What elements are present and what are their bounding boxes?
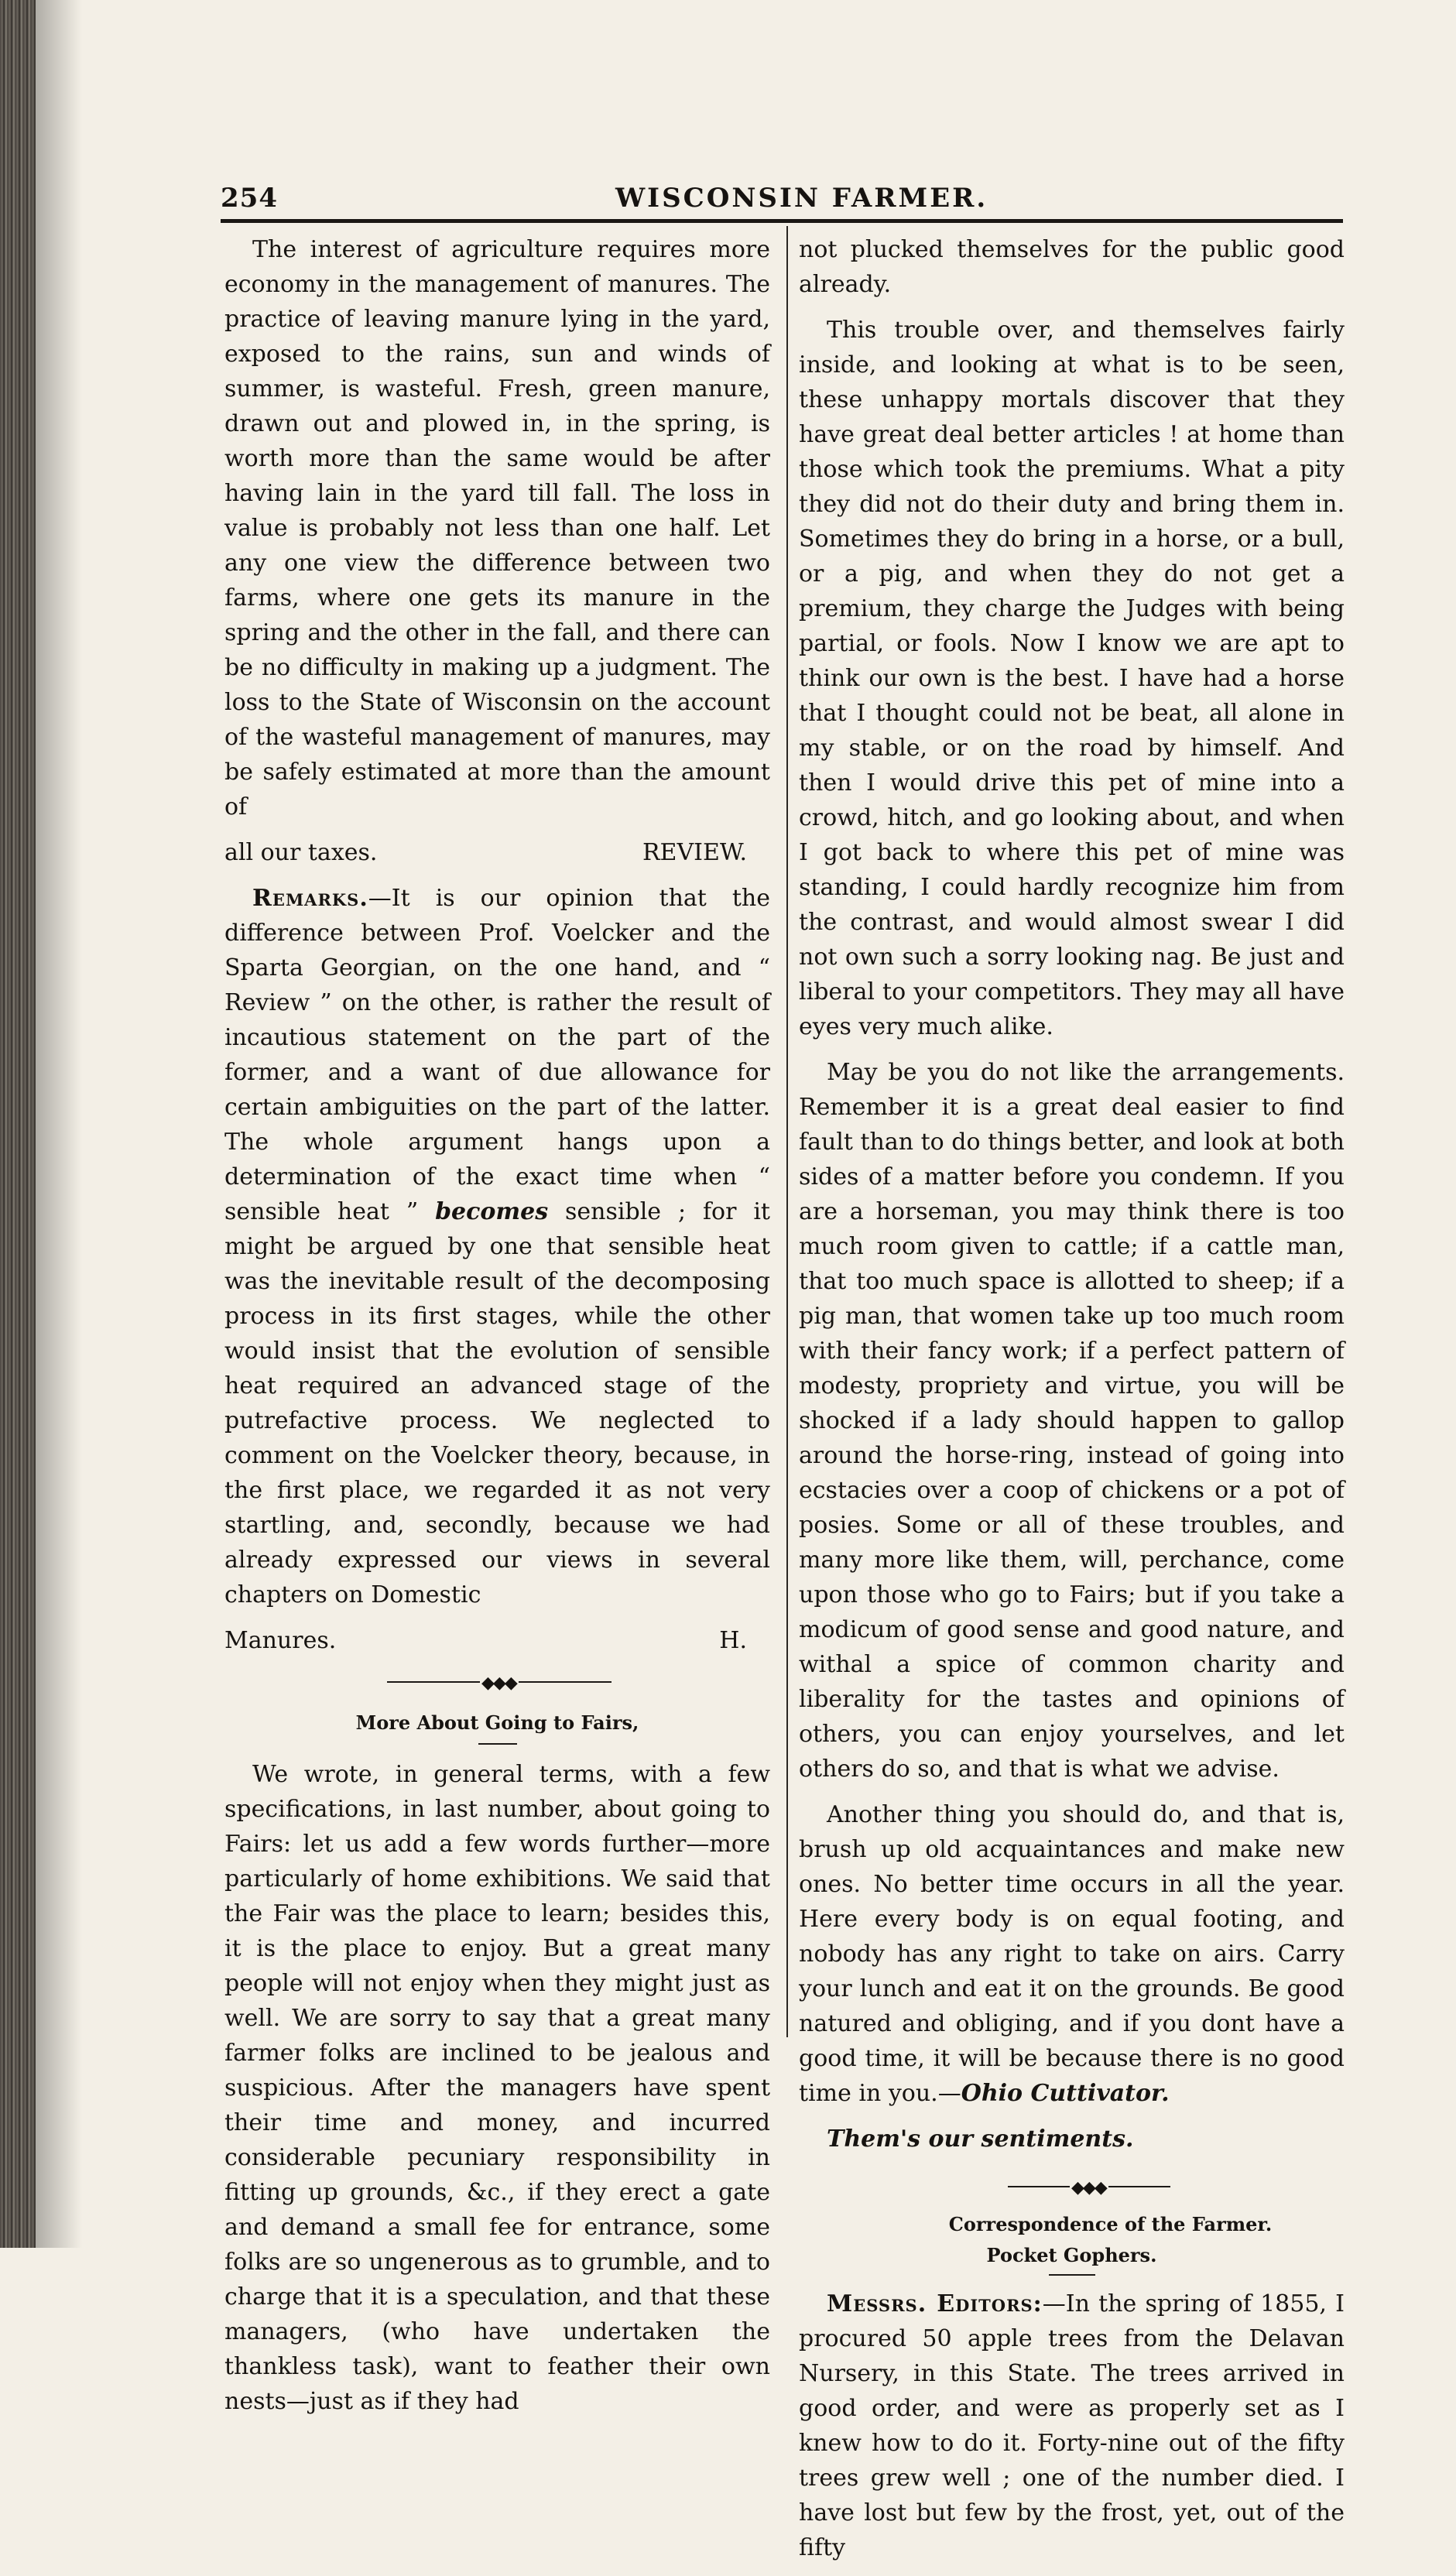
paragraph-end: all our taxes. xyxy=(224,839,378,866)
header-rule xyxy=(221,219,1343,223)
remarks-signature-line xyxy=(224,1623,770,1658)
ornament-line xyxy=(1008,2186,1070,2187)
remarks-text-2: sensible ; for it might be argued by one that sensible heat was the inevitable result of the decomposing process in its first stages, while the other would insist that the evolution of sensible heat required an advanced stage of the putrefactive process. We neglected to comment on the Voelcker theory, because, in the first place, we regarded it as not very startling, and, secondly, because we had already expressed our views in several chapters on Domestic xyxy=(224,1198,770,1608)
source-citation: Ohio Cuttivator. xyxy=(961,2080,1170,2107)
remarks-italic: becomes xyxy=(435,1198,549,1225)
fairs-paragraph: We wrote, in general terms, with a few specifications, in last number, about going to Fairs: let us add a few words further—more particularly of home exhibitions. We said that the Fair was the place to learn; besides this, it is the place to enjoy. But a great many people will not enjoy when they might just as well. We are sorry to say that a great many farmer folks are inclined to be jealous and suspicious. After the managers have spent their time and money, and incurred considerable pecuniary responsibility in fitting up grounds, &c., if they erect a gate and demand a small fee for entrance, some folks are so ungenerous as to grumble, and to charge that it is a speculation, and that these managers, (who have undertaken the thankless task), want to feather their own nests—just as if they had xyxy=(224,1761,770,2415)
right-column xyxy=(799,232,1345,2576)
signature-line xyxy=(224,835,770,870)
letter-salutation: Messrs. Editors: xyxy=(827,2290,1043,2317)
fairs-paragraph: This trouble over, and themselves fairly inside, and looking at what is to be seen, these unhappy mortals discover that they have great deal better articles ! at home than those which took the premiums. What a pity they did not do their duty and bring them in. Sometimes they do bring in a horse, or a bull, or a pig, and when they do not get a premium, they charge the Judges with being partial, or fools. Now I know we are apt to think our own is the best. I have had a horse that I thought could not be beat, all alone in my stable, or on the road by himself. And then I would drive this pet of mine into a crowd, hitch, and go looking about, and when I got back to where this pet of mine was standing, I could hardly recognize him from the contrast, and would almost swear I did not own such a sorry looking nag. Be just and liberal to your competitors. They may all have eyes very much alike. xyxy=(799,317,1345,1040)
remarks-paragraph xyxy=(224,881,770,1612)
title-rule xyxy=(478,1743,517,1745)
ornament-line xyxy=(519,1681,612,1683)
fairs-paragraph xyxy=(799,1797,1345,2111)
title-rule xyxy=(1049,2274,1095,2276)
fairs-text: Another thing you should do, and that is, brush up old acquaintances and make new ones. No better time occurs in all the year. Here every body is on equal footing, and nobody has any right to take on airs. Carry your lunch and eat it on the grounds. Be good natured and obliging, and if you dont have a good time, it will be because there is no good time in you.— xyxy=(799,1801,1345,2107)
section-ornament xyxy=(799,2174,1345,2200)
correspondence-title: Pocket Gophers. xyxy=(986,2244,1157,2266)
ornament-diamonds: ◆◆◆ xyxy=(1071,2178,1106,2197)
binding-shadow xyxy=(36,0,82,2248)
ornament-line xyxy=(1108,2186,1170,2187)
remarks-end: Manures. xyxy=(224,1627,337,1654)
closing-remark: Them's our sentiments. xyxy=(827,2126,1134,2153)
correspondence-heading: Correspondence of the Farmer. xyxy=(948,2213,1273,2235)
letter-paragraph xyxy=(799,2287,1345,2565)
column-divider xyxy=(786,226,788,2037)
continued-paragraph: not plucked themselves for the public good already. xyxy=(799,236,1345,298)
article-paragraph: The interest of agriculture requires more economy in the management of manures. The practice of leaving manure lying in the yard, exposed to the rains, sun and winds of summer, is wasteful. Fresh, green manure, drawn out and plowed in, in the spring, is worth more than the same would be after having lain in the yard till fall. The loss in value is probably not less than one half. Let any one view the difference between two farms, where one gets its manure in the spring and the other in the fall, and there can be no difficulty in making up a judgment. The loss to the State of Wisconsin on the account of the wasteful management of manures, may be safely estimated at more than the amount of xyxy=(224,236,770,820)
signature: REVIEW. xyxy=(642,839,747,866)
remarks-label: Remarks. xyxy=(252,885,368,912)
left-column xyxy=(224,232,770,2430)
running-head: WISCONSIN FARMER. xyxy=(615,183,988,214)
section-ornament xyxy=(224,1669,770,1695)
page-number: 254 xyxy=(221,183,278,214)
remarks-text: —It is our opinion that the difference between Prof. Voelcker and the Sparta Georgian, on the one hand, and “ Review ” on the other, is rather the result of incautious statement on the part of the former, and a want of due allowance for certain ambiguities on the part of the latter. The whole argument hangs upon a determination of the exact time when “ sensible heat ” xyxy=(224,885,770,1225)
ornament-diamonds: ◆◆◆ xyxy=(481,1673,516,1693)
fairs-paragraph: May be you do not like the arrangements. Remember it is a great deal easier to find fault than to do things better, and look at both sides of a matter before you condemn. If you are a horseman, you may think there is too much room given to cattle; if a cattle man, that too much space is allotted to sheep; if a pig man, that women take up too much room with their fancy work; if a perfect pattern of modesty, propriety and virtue, you will be shocked if a lady should happen to gallop around the horse-ring, instead of going into ecstacies over a coop of chickens or a pot of posies. Some or all of these troubles, and many more like them, will, perchance, come upon those who go to Fairs; but if you take a modicum of good sense and good nature, and withal a spice of common charity and liberality for the tastes and opinions of others, you can enjoy yourselves, and let others do so, and that is what we advise. xyxy=(799,1059,1345,1783)
section-title: More About Going to Fairs, xyxy=(355,1711,639,1734)
letter-text: —In the spring of 1855, I procured 50 apple trees from the Delavan Nursery, in this State. The trees arrived in good order, and were as properly set as I knew how to do it. Forty-nine out of the fifty trees grew well ; one of the number died. I have lost but few by the frost, yet, out of the fifty xyxy=(799,2290,1345,2561)
page-binding xyxy=(0,0,36,2248)
remarks-signature: H. xyxy=(719,1627,747,1654)
ornament-line xyxy=(387,1681,480,1683)
